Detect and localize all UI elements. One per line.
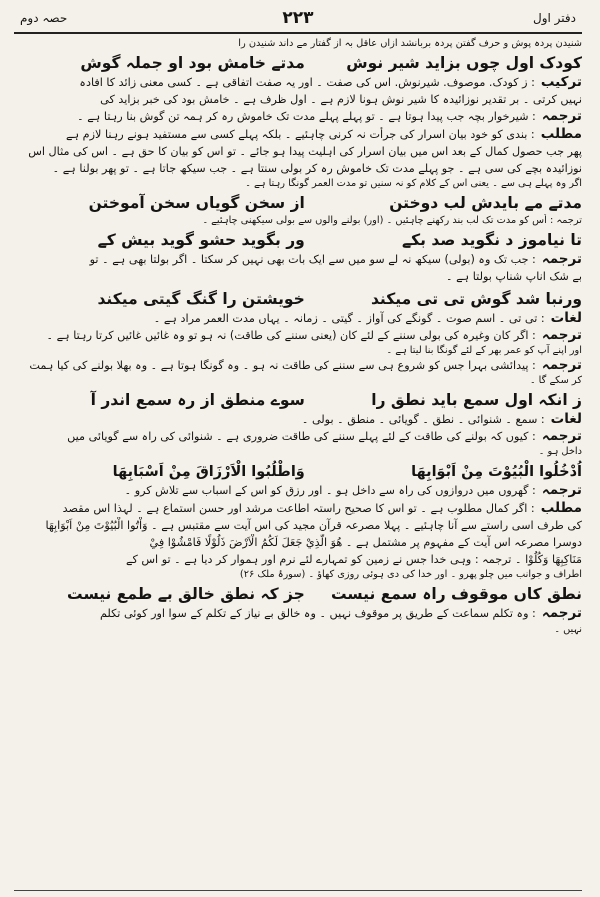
commentary-line bbox=[14, 357, 582, 374]
line-text: : سمع ۔ شنوائی ۔ نطق ۔ گویائی ۔ منطق ۔ بولی ۔ bbox=[301, 413, 545, 427]
section-label: ترجمہ bbox=[541, 428, 582, 445]
commentary-line bbox=[14, 623, 582, 636]
commentary-line bbox=[14, 344, 582, 357]
line-text: مَنَاكِبِهَا وَكُلُوْا ۔ ترجمہ : وہی خدا جس نے زمین کو تمہارے لئے نرم اور ہموار کر دیا ہے ۔ تو اس کے bbox=[125, 553, 582, 567]
persian-verse-line bbox=[14, 286, 582, 310]
book-part-label: دفتر اول bbox=[533, 11, 576, 25]
section-label: ترجمہ bbox=[541, 326, 582, 343]
line-text: : وہ تکلم سماعت کے طریق پر موقوف نہیں ۔ وہ خالق بے نیاز کے تکلم کے سوا اور کوئی تکلم bbox=[99, 607, 536, 621]
commentary-line bbox=[14, 91, 582, 108]
verse-second-hemistich: وَاطْلُبُوا الْاَرْزَاقَ مِنْ اَسْبَابِهَا bbox=[112, 464, 305, 481]
line-text: : شیرخوار بچہ جب پیدا ہوتا ہے ۔ تو پہلے پہلے مدت تک خاموش رہ کر ہمہ تن گوش بنا رہتا ہے ۔ bbox=[77, 110, 536, 124]
section-label: مطلب bbox=[540, 499, 582, 516]
line-text: : پیدائشی بہرا جس کو شروع ہی سے سننے کی طاقت نہ ہو ۔ وہ گونگا ہوتا ہے ۔ وہ بھلا بولنے کی کیا ہمت bbox=[29, 358, 536, 372]
section-label: ترجمہ bbox=[541, 251, 582, 268]
commentary-line bbox=[14, 74, 582, 91]
commentary-line bbox=[14, 428, 582, 445]
section-label: ترجمہ bbox=[541, 482, 582, 499]
section-label: ترکیب bbox=[540, 74, 582, 90]
commentary-line bbox=[14, 411, 582, 428]
commentary-line bbox=[14, 551, 582, 568]
line-text: نہیں کرتی ۔ بر تقدیر نوزائیدہ کا شیر نوش ہونا لازم ہے ۔ اول ظرف ہے ۔ خامش بود کی خبر بزاید کی bbox=[100, 93, 582, 107]
verse-first-hemistich: تا نیاموز د نگوید صد بکے bbox=[402, 231, 582, 250]
section-label: ترجمہ bbox=[541, 356, 582, 373]
verse-first-hemistich: اُدْخُلُوا الْبُيُوْتَ مِنْ اَبْوَابِهَا bbox=[411, 464, 582, 481]
commentary-line bbox=[14, 177, 582, 190]
volume-section-label: حصہ دوم bbox=[20, 11, 68, 25]
section-label: مطلب bbox=[540, 125, 582, 142]
line-text: کی طرف اسی راستے سے آنا چاہئیے ۔ پہلا مصرعہ قرآن مجید کی اس آیت سے مقتبس ہے ۔ وَاْتُوا الْبُيُوْتَ مِنْ اَبْوَابِهَا bbox=[45, 518, 582, 532]
commentary-line bbox=[14, 126, 582, 143]
verse-second-hemistich: ور بگوید حشو گوید بیش کے bbox=[97, 231, 305, 250]
section-label: ترجمہ bbox=[541, 605, 582, 622]
commentary-line bbox=[14, 517, 582, 534]
line-text: نہیں ۔ bbox=[554, 623, 582, 635]
section-label: لغات bbox=[550, 411, 582, 428]
line-text: پھر جب حصول کمال کے بعد اس میں بیان اسرار کی اہلیت پیدا ہو جائے ۔ تو اس کو بیان کا حق ہے ۔ اس کی مثال اس bbox=[28, 144, 582, 158]
line-text: : گھروں میں دروازوں کی راہ سے داخل ہو ۔ اور رزق کو اس کے اسباب سے تلاش کرو ۔ bbox=[124, 484, 536, 498]
commentary-line bbox=[14, 500, 582, 517]
commentary-line bbox=[14, 568, 582, 581]
verse-second-hemistich: سوے منطق از رہ سمع اندر آ bbox=[90, 391, 305, 410]
line-text: کر سکے گا ۔ bbox=[529, 375, 582, 387]
page-number: ۲۲۳ bbox=[282, 8, 314, 28]
line-text: اطراف و جوانب میں چلو پھرو ۔ اور خدا کی دی ہوئی روزی کھاؤ ۔ (سورۂ ملک ۲۶) bbox=[239, 569, 582, 581]
arabic-couplet-line bbox=[14, 458, 582, 482]
line-text: : بندی کو خود بیان اسرار کی جرأت نہ کرنی چاہئیے ۔ بلکہ پہلے کسی سے مستفید ہونے رہنا لازم ہے bbox=[66, 127, 535, 141]
verse-second-hemistich: جز کہ نطق خالق بے طمع نیست bbox=[67, 585, 305, 604]
commentary-line bbox=[14, 251, 582, 268]
line-text: : اگر کمال مطلوب ہے ۔ تو اس کا صحیح راستہ اطاعت مرشد اور حسن استماع ہے ۔ لہذا اس مقصد bbox=[62, 501, 535, 515]
commentary-line bbox=[14, 268, 582, 285]
persian-verse-line bbox=[14, 387, 582, 411]
commentary-line bbox=[14, 374, 582, 387]
persian-verse-line bbox=[14, 50, 582, 74]
line-text: : تی تی ۔ اسم صوت ۔ گونگے کی آواز ۔ گیتی ۔ زمانہ ۔ یہاں مدت العمر مراد ہے ۔ bbox=[153, 311, 545, 325]
commentary-line bbox=[14, 482, 582, 499]
page-body bbox=[14, 37, 582, 636]
commentary-line bbox=[14, 37, 582, 50]
commentary-line bbox=[14, 327, 582, 344]
line-text: بے شک اناپ شناپ بولتا ہے ۔ bbox=[446, 270, 582, 284]
commentary-line bbox=[14, 160, 582, 177]
persian-verse-line bbox=[14, 190, 582, 214]
persian-verse-line bbox=[14, 581, 582, 605]
persian-verse-line bbox=[14, 227, 582, 251]
commentary-line bbox=[14, 310, 582, 327]
bottom-rule bbox=[14, 890, 582, 891]
section-label: لغات bbox=[550, 309, 582, 326]
line-text: دوسرا مصرعہ اس آیت کے مفہوم پر مشتمل ہے ۔ هُوَ الَّذِيْ جَعَلَ لَكُمُ الْاَرْضَ ذَلُوْلًا فَامْشُوْا فِيْ bbox=[149, 536, 582, 549]
line-text: نوزائیدہ بچے کی سی ہے ۔ جو پہلے مدت تک خاموش رہ کر بولی سنتا ہے ۔ جب سیکھ جاتا ہے ۔ تو پھر بولنا ہے ۔ bbox=[52, 161, 582, 175]
commentary-line bbox=[14, 445, 582, 458]
line-text: داخل ہو ۔ bbox=[538, 446, 582, 458]
verse-second-hemistich: خویشتن را گنگ گیتی میکند bbox=[97, 289, 305, 308]
line-text: اگر وہ پہلے ہی سے ۔ یعنی اس کے کلام کو نہ سنیں تو مدت العمر گونگا رہتا ہے ۔ bbox=[245, 178, 582, 190]
verse-first-hemistich: نطق کاں موقوف راہ سمع نیست bbox=[331, 585, 582, 604]
commentary-line bbox=[14, 108, 582, 125]
section-label: ترجمہ bbox=[541, 108, 582, 125]
verse-first-hemistich: ورنبا شد گوش تی تی میکند bbox=[370, 289, 582, 308]
line-text: اور اپنے آپ کو عمر بھر کے لئے گونگا بنا لیتا ہے ۔ bbox=[386, 344, 582, 356]
verse-first-hemistich: ز انکہ اول سمع باید نطق را bbox=[371, 391, 582, 410]
commentary-line bbox=[14, 534, 582, 551]
verse-first-hemistich: کودک اول چوں بزاید شیر نوش bbox=[346, 54, 582, 72]
line-text: ترجمہ : اُس کو مدت تک لب بند رکھنے چاہئیں ۔ (اور) بولنے والوں سے بولی سیکھنی چاہئیے ۔ bbox=[202, 215, 582, 227]
line-text: : ز کودک. موصوف. شیرنوش. اس کی صفت ۔ اور یہ صفت اتفاقی ہے ۔ کسی معنی زائد کا افادہ bbox=[79, 76, 535, 89]
line-text: : اگر کان وغیرہ کی بولی سننے کے لئے کان (یعنی سننے کی طاقت) نہ ہو تو وہ غائیں غائیں کرتا رہتا ہے ۔ bbox=[46, 328, 536, 342]
verse-second-hemistich: مدتے خامش بود او جملہ گوش bbox=[80, 54, 305, 72]
line-text: شنیدن پردہ پوش و حرف گفتن پردہ بربانشد ازاں عاقل بہ از گفتار مے داند شنیدن را bbox=[238, 38, 582, 49]
line-text: : کیوں کہ بولنے کی طاقت کے لئے پہلے سننے کی طاقت ضروری ہے ۔ شنوائی کی راہ سے گویائی میں bbox=[67, 430, 536, 444]
line-text: : جب تک وہ (بولی) سیکھ نہ لے سو میں سے ایک بات بھی نہیں کر سکتا ۔ اگر بولتا بھی ہے ۔ تو bbox=[89, 253, 536, 267]
verse-second-hemistich: از سخن گویاں سخن آموختن bbox=[88, 194, 305, 213]
running-header bbox=[14, 6, 582, 34]
commentary-line bbox=[14, 605, 582, 622]
commentary-line bbox=[14, 214, 582, 227]
commentary-line bbox=[14, 143, 582, 160]
verse-first-hemistich: مدتے مے بایدش لب دوختن bbox=[389, 194, 582, 213]
